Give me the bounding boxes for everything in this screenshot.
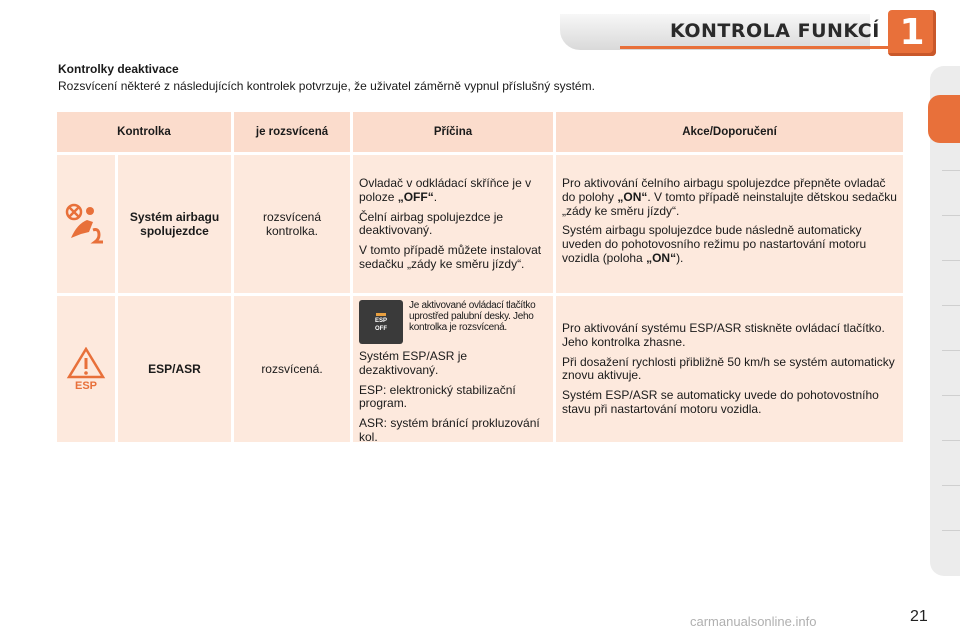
tab-divider — [942, 305, 960, 306]
tab-divider — [942, 260, 960, 261]
table-header-row — [57, 112, 903, 152]
indicator-table — [57, 112, 903, 445]
tab-divider — [942, 440, 960, 441]
action-cell: Pro aktivování čelního airbagu spolujezdce přepněte ovladač do polohy „ON“. V tomto případě neinstalujte dětskou sedačku „zády ke směru jízdy“. Systém airbagu spolujezdce bude následně automaticky uveden do pohotovosního režimu po nastartování motoru vozidla (poloha „ON“). — [556, 155, 903, 293]
tab-divider — [942, 350, 960, 351]
tab-divider — [942, 530, 960, 531]
tab-divider — [942, 485, 960, 486]
indicator-state: rozsvícená. — [234, 296, 350, 442]
header-kontrolka: Kontrolka — [57, 112, 231, 152]
page-number: 21 — [910, 608, 928, 625]
chapter-badge: 1 — [888, 10, 936, 56]
cause-cell: ESP OFF Je aktivované ovládací tlačítko uprostřed palubní desky. Jeho kontrolka je rozsvícená. Systém ESP/ASR je dezaktivovaný. ESP: elektronický stabilizační program. ASR: systém bránící prokluzování kol. — [353, 296, 553, 442]
section-title: Kontrolky deaktivace — [58, 62, 179, 76]
indicator-name: Systém airbagu spolujezdce — [118, 155, 231, 293]
tab-divider — [942, 215, 960, 216]
esp-warning-icon — [57, 296, 115, 442]
indicator-state: rozsvícená kontrolka. — [234, 155, 350, 293]
table-row — [57, 155, 903, 293]
page-title: KONTROLA FUNKCÍ — [670, 20, 880, 42]
section-intro: Rozsvícení některé z následujících kontrolek potvrzuje, že uživatel záměrně vypnul příslušný systém. — [58, 79, 595, 93]
indicator-name: ESP/ASR — [118, 296, 231, 442]
cause-cell: Ovladač v odkládací skříňce je v poloze „OFF“. Čelní airbag spolujezdce je deaktivovaný. V tomto případě můžete instalovat sedačku „zády ke směru jízdy“. — [353, 155, 553, 293]
header-akce: Akce/Doporučení — [556, 112, 903, 152]
button-note: Je aktivované ovládací tlačítko uprostřed palubní desky. Jeho kontrolka je rozsvícená. — [409, 300, 536, 333]
action-cell: Pro aktivování systému ESP/ASR stiskněte ovládací tlačítko. Jeho kontrolka zhasne. Při dosažení rychlosti přibližně 50 km/h se systém automaticky znovu aktivuje. Systém ESP/ASR se automaticky uvede do pohotovostního stavu při nastartování motoru vozidla. — [556, 296, 903, 442]
airbag-off-icon — [57, 155, 115, 293]
header-stripe — [620, 46, 890, 49]
tab-divider — [942, 170, 960, 171]
header-rozsvicena: je rozsvícená — [234, 112, 350, 152]
header-pricina: Příčina — [353, 112, 553, 152]
table-row — [57, 296, 903, 442]
esp-off-button-icon: ESP OFF — [359, 300, 403, 344]
watermark: carmanualsonline.info — [690, 614, 817, 629]
svg-text:ESP: ESP — [74, 380, 98, 391]
tab-active[interactable] — [928, 95, 960, 143]
tab-divider — [942, 395, 960, 396]
